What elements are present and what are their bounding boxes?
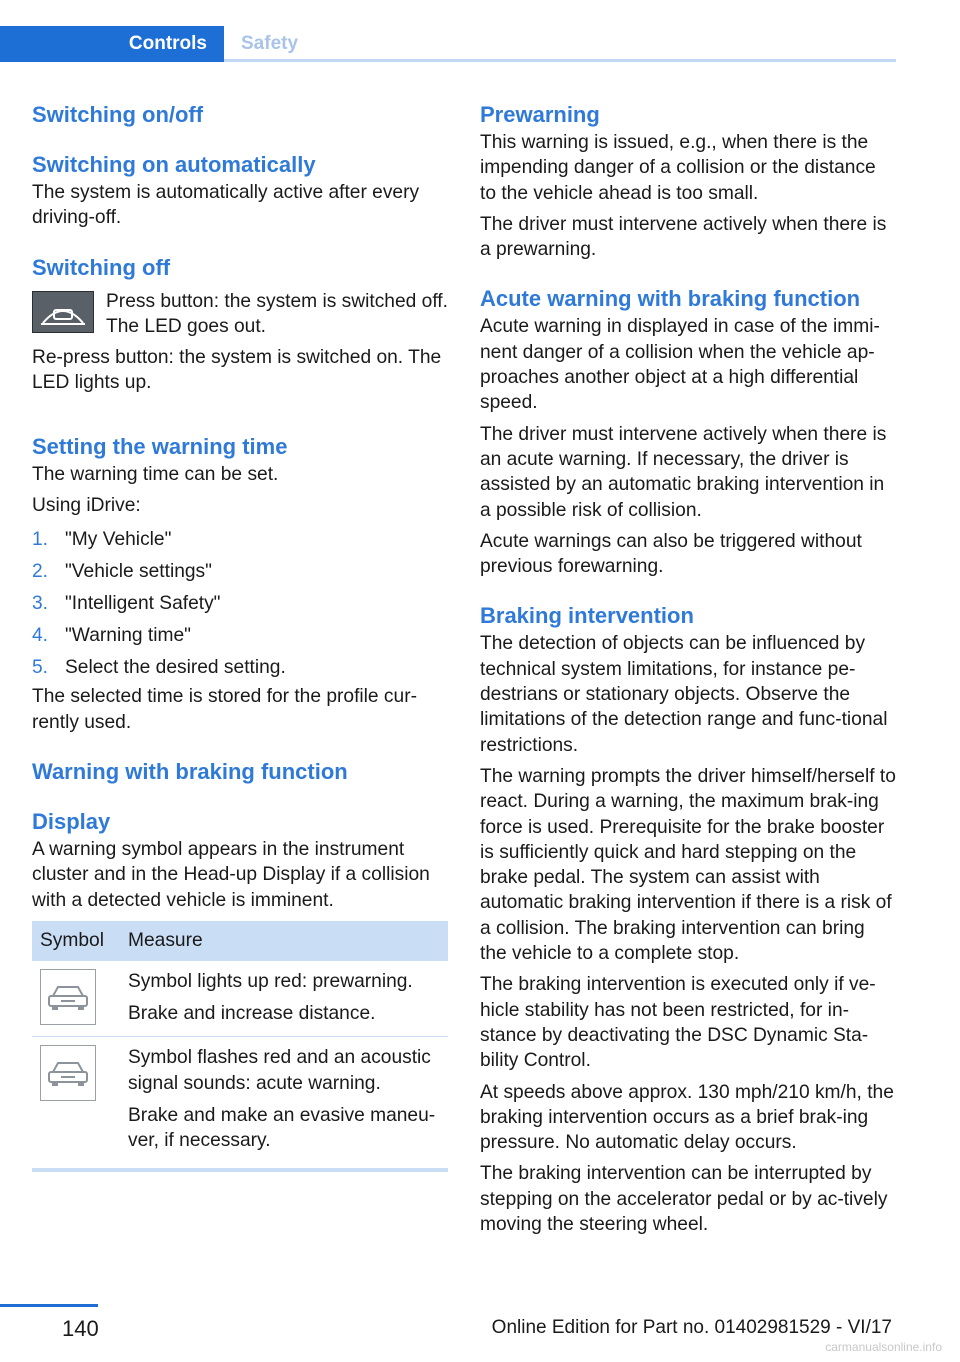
text-repress-button: Re-press button: the system is switched on. The LED lights up. (32, 347, 442, 394)
text-display: A warning symbol appears in the instrument cluster and in the Head-up Display if a collision with a detected vehicle is imminent. (32, 838, 430, 911)
edition-text: Online Edition for Part no. 01402981529 - VI/17 (491, 1317, 892, 1338)
text-intervention-5: The braking intervention can be interrupted by stepping on the accelerator pedal or by ac-tively moving the steering wheel. (480, 1163, 888, 1235)
measure-prewarning-action: Brake and increase distance. (128, 1003, 376, 1025)
text-using-idrive: Using iDrive: (32, 495, 141, 517)
text-intervention-1: The detection of objects can be influenced by technical system limitations, for instance pe-destrians or stationary objects. Observe the limitations of the detection range and func-tional restrictions. (480, 633, 888, 756)
list-item: 4. "Warning time" (32, 625, 191, 647)
footer-rule (0, 1304, 98, 1307)
page-number: 140 (62, 1316, 99, 1341)
heading-switching-off: Switching off (32, 254, 171, 280)
tab-rule (224, 59, 896, 62)
text-prewarning-2: The driver must intervene actively when there is a prewarning. (480, 213, 887, 261)
measure-acute-warning: Symbol flashes red and an acoustic signal sounds: acute warning. (128, 1047, 431, 1094)
measure-acute-action: Brake and make an evasive maneu-ver, if necessary. (128, 1105, 436, 1152)
text-acute-1: Acute warning in displayed in case of the immi-nent danger of a collision when the vehicle ap-proaches another object at a high differential speed. (480, 316, 880, 414)
heading-prewarning: Prewarning (480, 102, 600, 127)
heading-acute-warning: Acute warning with braking function (480, 286, 861, 312)
car-warning-flashing-icon (40, 1045, 96, 1101)
text-intervention-2: The warning prompts the driver himself/herself to react. During a warning, the maximum brak-ing force is used. Prerequisite for the brake booster is sufficiently quick and hard stepping on the brake pedal. The system can assist with automatic braking intervention if there is a risk of a collision. The braking intervention can bring the vehicle to a complete stop. (480, 765, 896, 965)
text-acute-3: Acute warnings can also be triggered without previous forewarning. (480, 530, 862, 578)
heading-switching-auto: Switching on automatically (32, 152, 316, 177)
collision-warning-button-icon (32, 291, 94, 333)
chapter-tabs (0, 26, 896, 62)
list-item: 3. "Intelligent Safety" (32, 593, 221, 615)
right-column (480, 100, 896, 1237)
col-header-measure: Measure (120, 921, 448, 961)
text-can-set: The warning time can be set. (32, 463, 279, 485)
tab-safety[interactable]: Safety (241, 33, 299, 54)
button-description (32, 289, 448, 340)
text-prewarning-1: This warning is issued, e.g., when there is the impending danger of a collision or the distance to the vehicle ahead is too small. (480, 132, 876, 204)
heading-warning-time: Setting the warning time (32, 433, 288, 459)
tab-controls[interactable]: Controls (0, 26, 224, 62)
measure-prewarning: Symbol lights up red: prewarning. (128, 970, 413, 992)
text-time-stored: The selected time is stored for the profile cur-rently used. (32, 686, 417, 733)
heading-braking-intervention: Braking intervention (480, 603, 694, 629)
idrive-steps (32, 524, 448, 684)
list-item: 2. "Vehicle settings" (32, 561, 212, 583)
car-warning-icon (40, 969, 96, 1025)
heading-display: Display (32, 808, 111, 834)
text-intervention-3: The braking intervention is executed only if ve-hicle stability has not been restricted, for in-stance by deactivating the DSC Dynamic Sta-bility Control. (480, 974, 876, 1072)
text-intervention-4: At speeds above approx. 130 mph/210 km/h, the braking intervention occurs as a brief brak-ing pressure. No automatic delay occurs. (480, 1081, 894, 1154)
list-item: 5. Select the desired setting. (32, 657, 286, 679)
list-item: 1. "My Vehicle" (32, 529, 172, 551)
text-acute-2: The driver must intervene actively when there is an acute warning. If necessary, the driver is assisted by an automatic braking intervention in a possible risk of collision. (480, 423, 887, 521)
table-row (32, 1037, 448, 1170)
col-header-symbol: Symbol (32, 921, 120, 961)
text-auto: The system is automatically active after every driving-off. (32, 182, 420, 229)
left-column (32, 100, 448, 1172)
watermark: carmanualsonline.info (825, 1340, 942, 1354)
heading-warning-braking: Warning with braking function (32, 758, 348, 784)
table-row (32, 961, 448, 1037)
heading-switching: Switching on/off (32, 102, 204, 127)
text-press-button: Press button: the system is switched off. The LED goes out. (106, 290, 448, 337)
symbol-table (32, 921, 448, 1172)
